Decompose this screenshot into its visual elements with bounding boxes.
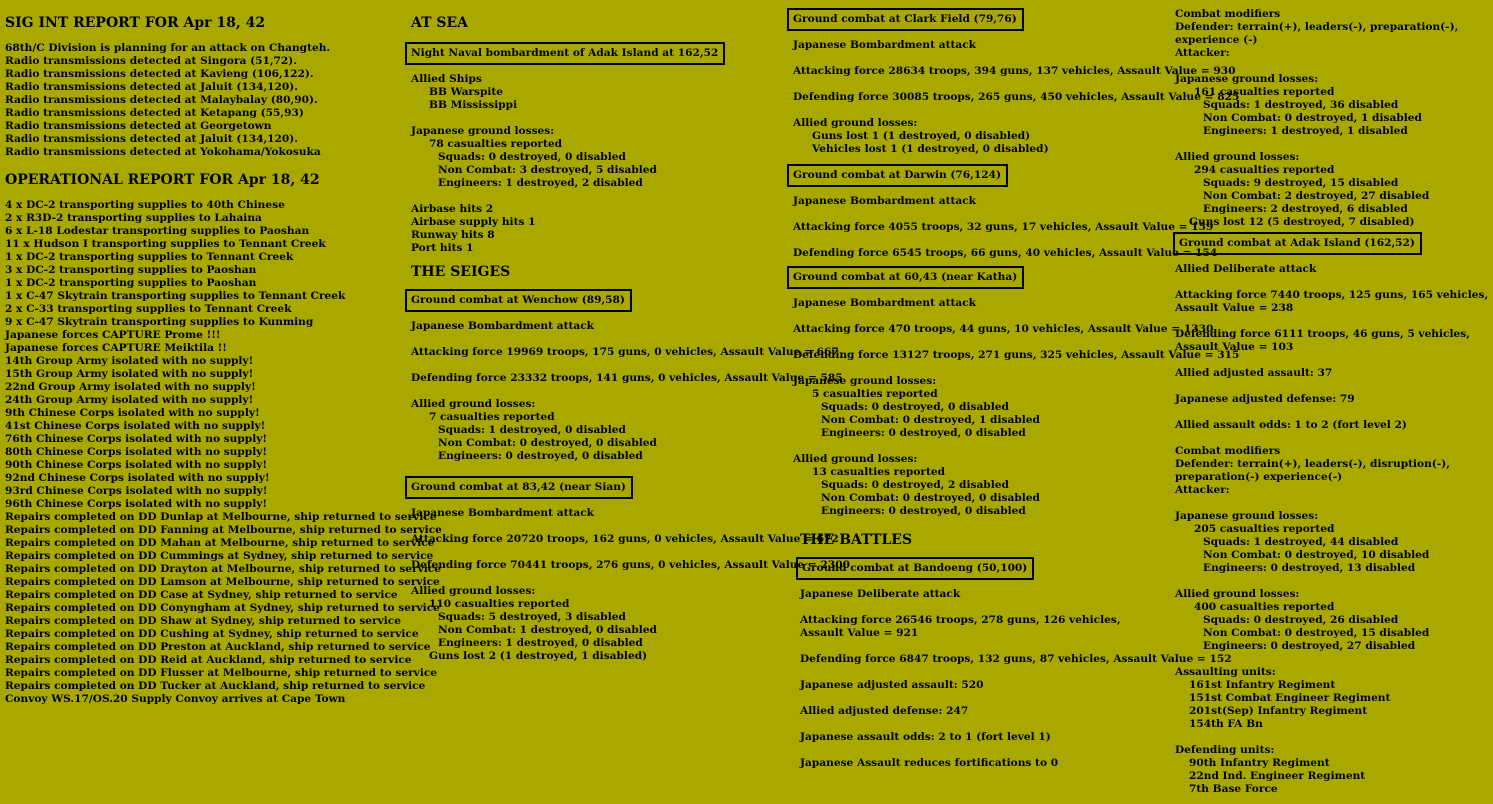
losses-label: Allied ground losses: [411,585,536,597]
engineers: Engineers: 0 destroyed, 27 disabled [1203,640,1416,652]
defending-units-label: Defending units: [1175,744,1275,756]
casualties: 78 casualties reported [429,138,563,150]
guns-lost: Guns lost 12 (5 destroyed, 7 disabled) [1189,216,1415,228]
combat-modifiers-label: Combat modifiers [1175,8,1281,20]
squads: Squads: 0 destroyed, 0 disabled [821,401,1009,413]
op-line: 4 x DC-2 transporting supplies to 40th Chinese [5,199,285,211]
vehicles-lost: Vehicles lost 1 (1 destroyed, 0 disabled) [812,143,1049,155]
noncombat: Non Combat: 1 destroyed, 0 disabled [438,624,657,636]
attacking-force: Attacking force 28634 troops, 394 guns, 137 vehicles, Assault Value = 930 [793,65,1236,77]
hits-line: Port hits 1 [411,242,474,254]
op-line: Repairs completed on DD Fanning at Melbourne, ship returned to service [5,524,442,536]
assault-odds: Japanese assault odds: 2 to 1 (fort level 1) [800,731,1051,743]
hits-line: Airbase supply hits 1 [411,216,536,228]
op-line: Repairs completed on DD Cummings at Sydney, ship returned to service [5,550,434,562]
sigint-line: Radio transmissions detected at Jaluit (134,120). [5,81,298,93]
op-line: 96th Chinese Corps isolated with no supply! [5,498,268,510]
noncombat: Non Combat: 0 destroyed, 1 disabled [1203,112,1422,124]
op-line: 1 x C-47 Skytrain transporting supplies to Tennant Creek [5,290,346,302]
squads: Squads: 0 destroyed, 2 disabled [821,479,1009,491]
unit-entry: 154th FA Bn [1189,718,1263,730]
sigint-list [5,42,400,159]
op-line: Repairs completed on DD Conyngham at Sydney, ship returned to service [5,602,440,614]
op-line: 76th Chinese Corps isolated with no supply! [5,433,268,445]
sigint-line: Radio transmissions detected at Jaluit (134,120). [5,133,298,145]
op-line: 93rd Chinese Corps isolated with no supply! [5,485,268,497]
op-line: 24th Group Army isolated with no supply! [5,394,254,406]
op-line: 2 x C-33 transporting supplies to Tennant Creek [5,303,292,315]
sian-details [405,507,850,663]
darwin-box[interactable]: Ground combat at Darwin (76,124) [787,164,1008,187]
engineers: Engineers: 1 destroyed, 0 disabled [438,637,643,649]
op-line: 1 x DC-2 transporting supplies to Tennant Creek [5,251,294,263]
unit-entry: 22nd Ind. Engineer Regiment [1189,770,1366,782]
noncombat: Non Combat: 0 destroyed, 1 disabled [821,414,1040,426]
engineers: Engineers: 0 destroyed, 13 disabled [1203,562,1416,574]
wenchow-details [405,320,843,463]
squads: Squads: 5 destroyed, 3 disabled [438,611,626,623]
noncombat: Non Combat: 0 destroyed, 15 disabled [1203,627,1430,639]
adak-ground-combat-box[interactable]: Ground combat at Adak Island (162,52) [1173,232,1422,255]
attacker-modifiers: Attacker: [1175,484,1230,496]
adjusted-defense: Japanese adjusted defense: 79 [1175,393,1355,405]
clark-field-box[interactable]: Ground combat at Clark Field (79,76) [787,8,1024,31]
op-line: Repairs completed on DD Mahan at Melbourne, ship returned to service [5,537,435,549]
op-line: 92nd Chinese Corps isolated with no supply! [5,472,270,484]
unit-entry: 161st Infantry Regiment [1189,679,1336,691]
engineers: Engineers: 2 destroyed, 6 disabled [1203,203,1408,215]
engineers: Engineers: 1 destroyed, 1 disabled [1203,125,1408,137]
sigint-line: Radio transmissions detected at Ketapang (55,93) [5,107,304,119]
op-line: 80th Chinese Corps isolated with no supply! [5,446,268,458]
ship-entry: BB Warspite [429,86,504,98]
casualties: 7 casualties reported [429,411,555,423]
engineers: Engineers: 0 destroyed, 0 disabled [821,505,1026,517]
adak-bombardment-box[interactable]: Night Naval bombardment of Adak Island at 162,52 [405,42,725,65]
op-line: Repairs completed on DD Case at Sydney, ship returned to service [5,589,398,601]
assaulting-units-label: Assaulting units: [1175,666,1276,678]
attacking-force: Attacking force 4055 troops, 32 guns, 17 vehicles, Assault Value = 159 [793,221,1214,233]
casualties: 161 casualties reported [1194,86,1335,98]
combat-modifiers-label: Combat modifiers [1175,445,1281,457]
casualties: 13 casualties reported [812,466,946,478]
allied-ships-label: Allied Ships [411,73,482,85]
op-line: 41st Chinese Corps isolated with no supply! [5,420,266,432]
adjusted-assault: Allied adjusted assault: 37 [1175,367,1333,379]
losses-label: Allied ground losses: [1175,151,1300,163]
sigint-line: Radio transmissions detected at Singora (51,72). [5,55,297,67]
operational-list [5,199,442,706]
defender-modifiers: Defender: terrain(+), leaders(-), disruption(-), preparation(-) experience(-) [1175,458,1450,483]
op-line: Repairs completed on DD Flusser at Melbourne, ship returned to service [5,667,438,679]
op-line: 3 x DC-2 transporting supplies to Paoshan [5,264,257,276]
engineers: Engineers: 0 destroyed, 0 disabled [821,427,1026,439]
squads: Squads: 0 destroyed, 26 disabled [1203,614,1399,626]
adjusted-assault: Japanese adjusted assault: 520 [800,679,984,691]
losses-label: Allied ground losses: [793,117,918,129]
hits-line: Runway hits 8 [411,229,495,241]
squads: Squads: 1 destroyed, 36 disabled [1203,99,1399,111]
op-line: 6 x L-18 Lodestar transporting supplies to Paoshan [5,225,310,237]
defending-force: Defending force 70441 troops, 276 guns, 0 vehicles, Assault Value = 2300 [411,559,850,571]
bandoeng-box[interactable]: Ground combat at Bandoeng (50,100) [796,557,1034,580]
seiges-title: THE SEIGES [411,264,511,280]
ship-entry: BB Mississippi [429,99,518,111]
defender-modifiers: Defender: terrain(+), leaders(-), preparation(-), experience (-) [1175,21,1459,46]
op-line: 9 x C-47 Skytrain transporting supplies to Kunming [5,316,314,328]
attacker-modifiers: Attacker: [1175,47,1230,59]
sigint-line: 68th/C Division is planning for an attack on Changteh. [5,42,331,54]
defending-force: Defending force 30085 troops, 265 guns, 450 vehicles, Assault Value = 825 [793,91,1240,103]
attack-type: Japanese Bombardment attack [793,39,977,51]
battles-title: THE BATTLES [800,532,913,548]
op-line: 9th Chinese Corps isolated with no supply! [5,407,260,419]
assault-odds: Allied assault odds: 1 to 2 (fort level 2) [1175,419,1407,431]
op-line: Repairs completed on DD Cushing at Sydney, ship returned to service [5,628,419,640]
noncombat: Non Combat: 3 destroyed, 5 disabled [438,164,657,176]
casualties: 205 casualties reported [1194,523,1335,535]
sigint-line: Radio transmissions detected at Georgetown [5,120,272,132]
defending-force: Defending force 6847 troops, 132 guns, 87 vehicles, Assault Value = 152 [800,653,1232,665]
adak-ground-combat-details [1173,263,1491,796]
squads: Squads: 1 destroyed, 44 disabled [1203,536,1399,548]
losses-label: Japanese ground losses: [411,125,555,137]
attacking-force: Attacking force 26546 troops, 278 guns, 126 vehicles, Assault Value = 921 [800,614,1121,639]
casualties: 110 casualties reported [429,598,570,610]
sigint-line: Radio transmissions detected at Yokohama/Yokosuka [5,146,321,158]
attacking-force: Attacking force 20720 troops, 162 guns, 0 vehicles, Assault Value = 672 [411,533,839,545]
op-line: Japanese forces CAPTURE Meiktila !! [5,342,227,354]
fortifications: Japanese Assault reduces fortifications to 0 [800,757,1059,769]
unit-entry: 90th Infantry Regiment [1189,757,1330,769]
op-line: Convoy WS.17/OS.20 Supply Convoy arrives at Cape Town [5,693,346,705]
squads: Squads: 1 destroyed, 0 disabled [438,424,626,436]
op-line: Repairs completed on DD Preston at Auckland, ship returned to service [5,641,431,653]
attacking-force: Attacking force 7440 troops, 125 guns, 165 vehicles, Assault Value = 238 [1175,289,1489,314]
op-line: Repairs completed on DD Drayton at Melbourne, ship returned to service [5,563,441,575]
unit-entry: 151st Combat Engineer Regiment [1189,692,1391,704]
losses-label: Japanese ground losses: [1175,510,1319,522]
engineers: Engineers: 0 destroyed, 0 disabled [438,450,643,462]
adak-bombardment-details [405,73,783,255]
losses-label: Japanese ground losses: [1175,73,1319,85]
op-line: Japanese forces CAPTURE Prome !!! [5,329,221,341]
op-line: Repairs completed on DD Lamson at Melbourne, ship returned to service [5,576,440,588]
attack-type: Allied Deliberate attack [1175,263,1317,275]
defending-force: Defending force 6545 troops, 66 guns, 40 vehicles, Assault Value = 154 [793,247,1218,259]
op-line: Repairs completed on DD Dunlap at Melbourne, ship returned to service [5,511,437,523]
attacking-force: Attacking force 470 troops, 44 guns, 10 vehicles, Assault Value = 1330 [793,323,1214,335]
sigint-line: Radio transmissions detected at Malaybalay (80,90). [5,94,318,106]
wenchow-box[interactable]: Ground combat at Wenchow (89,58) [405,289,632,312]
losses-label: Allied ground losses: [793,453,918,465]
attack-type: Japanese Bombardment attack [411,320,595,332]
casualties: 5 casualties reported [812,388,938,400]
op-line: 11 x Hudson I transporting supplies to Tennant Creek [5,238,326,250]
katha-box[interactable]: Ground combat at 60,43 (near Katha) [787,266,1024,289]
guns-lost: Guns lost 1 (1 destroyed, 0 disabled) [812,130,1031,142]
op-line: 14th Group Army isolated with no supply! [5,355,254,367]
squads: Squads: 0 destroyed, 0 disabled [438,151,626,163]
op-line: 22nd Group Army isolated with no supply! [5,381,256,393]
op-line: Repairs completed on DD Reid at Auckland, ship returned to service [5,654,412,666]
unit-entry: 201st(Sep) Infantry Regiment [1189,705,1368,717]
hits-line: Airbase hits 2 [411,203,494,215]
unit-entry: 7th Base Force [1189,783,1278,795]
op-line: 90th Chinese Corps isolated with no supply! [5,459,268,471]
noncombat: Non Combat: 0 destroyed, 10 disabled [1203,549,1430,561]
op-line: 1 x DC-2 transporting supplies to Paoshan [5,277,257,289]
noncombat: Non Combat: 0 destroyed, 0 disabled [821,492,1040,504]
adjusted-defense: Allied adjusted defense: 247 [800,705,969,717]
op-line: Repairs completed on DD Tucker at Auckland, ship returned to service [5,680,426,692]
losses-label: Allied ground losses: [411,398,536,410]
sigint-line: Radio transmissions detected at Kavieng (106,122). [5,68,314,80]
at-sea-title: AT SEA [411,15,469,31]
noncombat: Non Combat: 0 destroyed, 0 disabled [438,437,657,449]
engineers: Engineers: 1 destroyed, 2 disabled [438,177,643,189]
op-line: Repairs completed on DD Shaw at Sydney, ship returned to service [5,615,401,627]
operational-title: OPERATIONAL REPORT FOR Apr 18, 42 [5,172,320,188]
defending-force: Defending force 13127 troops, 271 guns, 325 vehicles, Assault Value = 315 [793,349,1240,361]
defending-force: Defending force 23332 troops, 141 guns, 0 vehicles, Assault Value = 585 [411,372,843,384]
losses-label: Allied ground losses: [1175,588,1300,600]
column-at-sea-seiges [405,14,850,663]
attack-type: Japanese Deliberate attack [800,588,961,600]
attack-type: Japanese Bombardment attack [411,507,595,519]
op-line: 2 x R3D-2 transporting supplies to Lahaina [5,212,262,224]
darwin-details [787,195,1218,260]
attack-type: Japanese Bombardment attack [793,297,977,309]
attack-type: Japanese Bombardment attack [793,195,977,207]
attacking-force: Attacking force 19969 troops, 175 guns, 0 vehicles, Assault Value = 667 [411,346,839,358]
defending-force: Defending force 6111 troops, 46 guns, 5 vehicles, Assault Value = 103 [1175,328,1470,353]
op-line: 15th Group Army isolated with no supply! [5,368,254,380]
losses-label: Japanese ground losses: [793,375,937,387]
guns-lost: Guns lost 2 (1 destroyed, 1 disabled) [429,650,648,662]
column-adak-combat [1173,8,1491,796]
casualties: 294 casualties reported [1194,164,1335,176]
noncombat: Non Combat: 2 destroyed, 27 disabled [1203,190,1430,202]
casualties: 400 casualties reported [1194,601,1335,613]
squads: Squads: 9 destroyed, 15 disabled [1203,177,1399,189]
sigint-title: SIG INT REPORT FOR Apr 18, 42 [5,15,266,31]
sian-box[interactable]: Ground combat at 83,42 (near Sian) [405,476,633,499]
